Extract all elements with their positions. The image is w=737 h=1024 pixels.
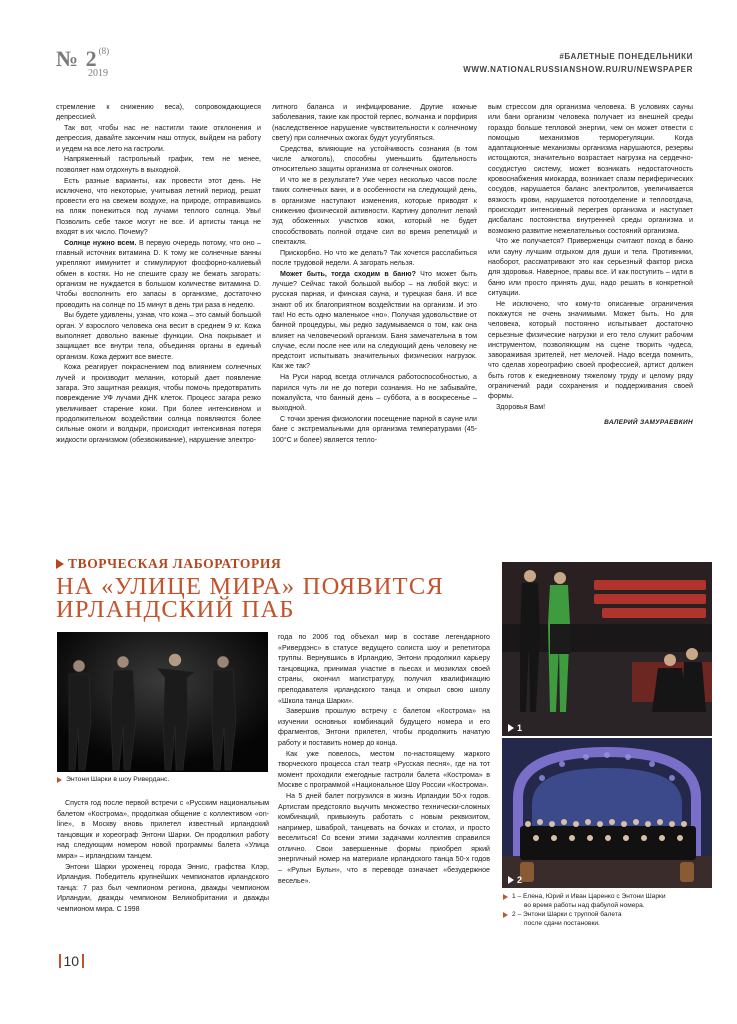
photo-number: 2 <box>517 875 523 885</box>
page-number-block <box>56 953 87 969</box>
paragraph: Так вот, чтобы нас не настигли такие отклонения и депрессия, давайте закончим наш отпуск, выйдем на работу и уедем на все лето на гастроли. <box>56 124 261 153</box>
triangle-marker-icon <box>508 876 514 884</box>
header-rubric: #БАЛЕТНЫЕ ПОНЕДЕЛЬНИКИ <box>559 52 693 61</box>
issue-year: 2019 <box>88 68 108 79</box>
triangle-marker-icon <box>508 724 514 732</box>
section-rubric <box>56 556 444 572</box>
paragraph: На 5 дней балет погрузился в жизнь Ирландии 50-х годов. Артистам предстояло выучить множество технически-сложных комбинаций, привыкнуть работать с новым реквизитом, например, шваброй, танцевать на бочках и столах, и просто веселиться! Со всеми этими задачами коллектив справился отлично. Свои завершенные формы приобрел яркий энергичный номер на материале ирландского танца 50-х годов – «Рульн Бульн», что в переводе означает «безудержное веселье». <box>278 791 490 885</box>
paragraph: Кожа реагирует покраснением под влиянием солнечных лучей и производит меланин, который дает появление загара. Это защитная реакция, чтобы помочь предотвратить повреждение УФ лучами ДНК клеток. Процесс загара резко увеличивает старение кожи. При более интенсивном и продолжительном воздействии солнца появляются более сильные ожоги и волдыри, происходит интенсивная потеря жидкости организмом (обезвоживание), нарушение электро- <box>56 363 261 444</box>
headline-line-1: НА «УЛИЦЕ МИРА» ПОЯВИТСЯ <box>56 573 444 600</box>
top-article-column-1 <box>56 102 261 532</box>
lead-in: Может быть, тогда сходим в баню? <box>280 269 416 278</box>
paragraph <box>56 238 261 310</box>
triangle-marker-icon <box>503 912 508 918</box>
header-url[interactable]: WWW.NATIONALRUSSIANSHOW.RU/RU/NEWSPAPER <box>463 65 693 74</box>
paragraph: Что же получается? Приверженцы считают поход в баню или сауну лучшим отдыхом для души и тела. Противники, наоборот, рассматривают это как серьезный фактор риска для здоровья. Наверное, правы все. И как поступить – идти в баню или просто принять душ, надо решать в конкретной ситуации. <box>488 237 693 297</box>
paragraph <box>272 269 477 372</box>
top-article-column-3 <box>488 102 693 532</box>
caption-text: Энтони Шарки в шоу Риверданс. <box>66 776 170 783</box>
photo-caption <box>57 776 169 783</box>
photo-dancers-riverdance <box>57 632 268 772</box>
paragraph: На Руси народ всегда отличался работоспособностью, а парился чуть ли не до потери сознания. Но не забывайте, пожалуйста, что банный день – суббота, а в воскресенье – выходной. <box>272 373 477 413</box>
photo-number-badge <box>508 723 522 733</box>
paragraph: Вы будете удивлены, узнав, что кожа – это самый большой орган. У взрослого человека она весит в среднем 9 кг. Кожа выполняет довольно важные функции. Она покрывает и защищает все внутри тела, объединяя органы в единый организм. Кожа держит все вместе. <box>56 311 261 361</box>
top-article-column-2 <box>272 102 477 532</box>
bottom-article-column-2 <box>278 632 490 938</box>
paragraph-text: В первую очередь потому, что оно – главный источник витамина D. К тому же солнечные ванны укрепляют иммунитет и стимулируют фосфорно-калиевый обмен в костях. Но не спешите сразу же бежать загорать: организм не нуждается в большом количестве витамина D. Чтобы восполнить его запасы в организме, достаточно проводить на солнце по 15 минут в день три раза в неделю. <box>56 238 261 309</box>
paragraph: И что же в результате? Уже через несколько часов после таких солнечных ванн, и в особенности на следующий день, в организме наступают изменения, которые приводят к снижению физической активности. Картину дополнит легкий зуд обоженных участков кожи, который не будет способствовать полной отдаче сил во время репетиций и спектакля. <box>272 176 477 246</box>
paragraph: года по 2006 год объехал мир в составе легендарного «Ривердэнс» в статусе ведущего солиста шоу и репетитора труппы. Вернувшись в Ирландию, Энтони продолжил карьеру танцовщика, принимая участие в пьесах и мюзиклах своей страны, окончил магистратуру, получил квалификацию преподавателя ирландского танца и открыл свою школу «Школа танца Шарки». <box>278 633 490 705</box>
legend-text-continued: во время работы над фабулой номера. <box>524 902 645 909</box>
rubric-label: ТВОРЧЕСКАЯ ЛАБОРАТОРИЯ <box>68 556 282 571</box>
triangle-marker-icon <box>503 894 508 900</box>
author-byline: ВАЛЕРИЙ ЗАМУРАЕВКИН <box>604 419 693 427</box>
legend-text-continued: после сдачи постановки. <box>524 920 600 927</box>
paragraph: С точки зрения физиологии посещение парной в сауне или бане с экстремальными для организма температурами (45-100°С и более) является тепло- <box>272 414 477 444</box>
bottom-article-column-1 <box>57 798 269 938</box>
paragraph: Есть разные варианты, как провести этот день. Не исключено, что некоторые, учитывая летний период, решат провести его на свежем воздухе, на природе, отправившись на пляж понежиться под лучами теплого солнца. Увы! Позволить себе такое могут не все. И артисты танца не входят в их число. Почему? <box>56 176 261 237</box>
article-headline <box>56 575 444 621</box>
triangle-marker-icon <box>57 777 62 783</box>
paragraph: вым стрессом для организма человека. В условиях сауны или бани организм человека получает из внешней среды гораздо больше тепловой энергии, чем он может отвести с помощью механизмов терморегуляции. Когда адаптационные механизмы организма нарушаются, резервы истощаются, значительно возрастает нагрузка на сердечно-сосудистую систему, может возникать недостаточность кровоснабжения миокарда, возникает спазм периферических сосудов, нарушается баланс электролитов, увеличивается вязкость крови, нарушается потоотделение и теплоотдача, происходит интенсивный перегрев организма и наступает дисбаланс постоянства внутренней среды организма и возможно развитие нежелательных состояний организма. <box>488 103 693 235</box>
paragraph: Энтони Шарки уроженец города Эннис, графства Клэр, Ирландия. Победитель крупнейших чемпионатов ирландского танца: 7 раз был чемпионом региона, дважды чемпионом Ирландии, дважды чемпионом Великобритании и дважды чемпионом мира. С 1998 <box>57 862 269 913</box>
paragraph: литного баланса и инфицирование. Другие кожные заболевания, такие как простой герпес, волчанка и порфирия (наследственное нарушение чувствительности к солнечному свету) при солнечных ожогах будут усугубляться. <box>272 103 477 142</box>
page-number: 10 <box>63 953 80 969</box>
paragraph: Здоровья Вам! <box>496 403 546 412</box>
paragraph: Напряженный гастрольный график, тем не менее, позволяет нам отдохнуть в выходной. <box>56 155 261 174</box>
paragraph: Как уже повелось, местом по-настоящему жаркого творческого процесса стал театр «Русская песня», где на тот момент проходили ежегодные гастроли балета «Кострома» в Москве с программой «Национальное Шоу России «Кострома». <box>278 749 490 790</box>
paragraph: Прискорбно. Но что же делать? Так хочется расслабиться после трудовой недели. А загорать нельзя. <box>272 248 477 267</box>
photo-rehearsal <box>502 562 712 736</box>
paragraph-text: Что может быть лучше? Сейчас такой большой выбор – на любой вкус: и русская парная, и финская сауна, и турецкая баня. И все знают об их благоприятном воздействии на организм. И это так! Но есть одно маленькое «но». Получая удовольствие от банной процедуры, мы редко задумываемся о том, как она влияет на человеческий организм. Баня замечательна в том случае, если после нее или на следующий день человеку не предстоит испытывать значительных физических нагрузок. Как же так? <box>272 269 477 371</box>
photo-troupe <box>502 738 712 888</box>
paragraph: Не исключено, что кому-то описанные ограничения покажутся не очень значимыми. Может быть. Но для человека, который постоянно испытывает достаточно серьезные физические нагрузки и его тело служит рабочим инструментом, позволяющим на сцене творить чудеса, завораживая зрителей, нет мелочей. Надо всегда помнить, что сделав хореографию своей профессией, артист должен быть готов к ежедневному тяжелому труду и целому ряду ограничений ради сохранения и поддерживания своей формы. <box>488 299 693 401</box>
photo-number-badge <box>508 875 522 885</box>
issue-number-block <box>56 46 109 79</box>
paragraph: Завершив прошлую встречу с балетом «Кострома» на изучении основных комбинаций будущего номера и его фрагментов, Энтони прилетел, чтобы продолжить начатую работу и поставить номер до конца. <box>278 707 490 747</box>
bottom-article-heading <box>56 556 444 621</box>
photo-number: 1 <box>517 723 523 733</box>
lead-in: Солнце нужно всем. <box>64 238 137 247</box>
paragraph: Спустя год после первой встречи с «Русским национальным балетом «Кострома», продолжая общение с коллективом «on-line», в Москву вновь прилетел известный ирландский танцовщик и хореограф Энтони Шарки. Он продолжил работу над следующим номером новой программы балета «Улица мира» – ирландским танцем. <box>57 799 269 860</box>
photo-legend <box>503 892 713 928</box>
page-header <box>463 50 693 76</box>
issue-sub: (8) <box>98 46 110 56</box>
top-article <box>56 102 694 532</box>
legend-item-2 <box>503 910 713 919</box>
page-number-bar <box>59 954 61 968</box>
issue-number: № 2 <box>56 46 98 71</box>
triangle-marker-icon <box>56 559 64 569</box>
legend-text: 2 – Энтони Шарки с труппой балета <box>512 911 622 918</box>
legend-item-1 <box>503 892 713 901</box>
legend-text: 1 – Елена, Юрий и Иван Царенко с Энтони Шарки <box>512 893 666 900</box>
paragraph: Средства, влияющие на устойчивость сознания (в том числе алкоголь), способны уменьшить бдительность относительно защиты организма от солнечных ожогов. <box>272 144 477 174</box>
paragraph: стремление к снижению веса), сопровождающиеся депрессией. <box>56 103 261 122</box>
headline-line-2: ИРЛАНДСКИЙ ПАБ <box>56 596 295 623</box>
page-number-bar <box>82 954 84 968</box>
